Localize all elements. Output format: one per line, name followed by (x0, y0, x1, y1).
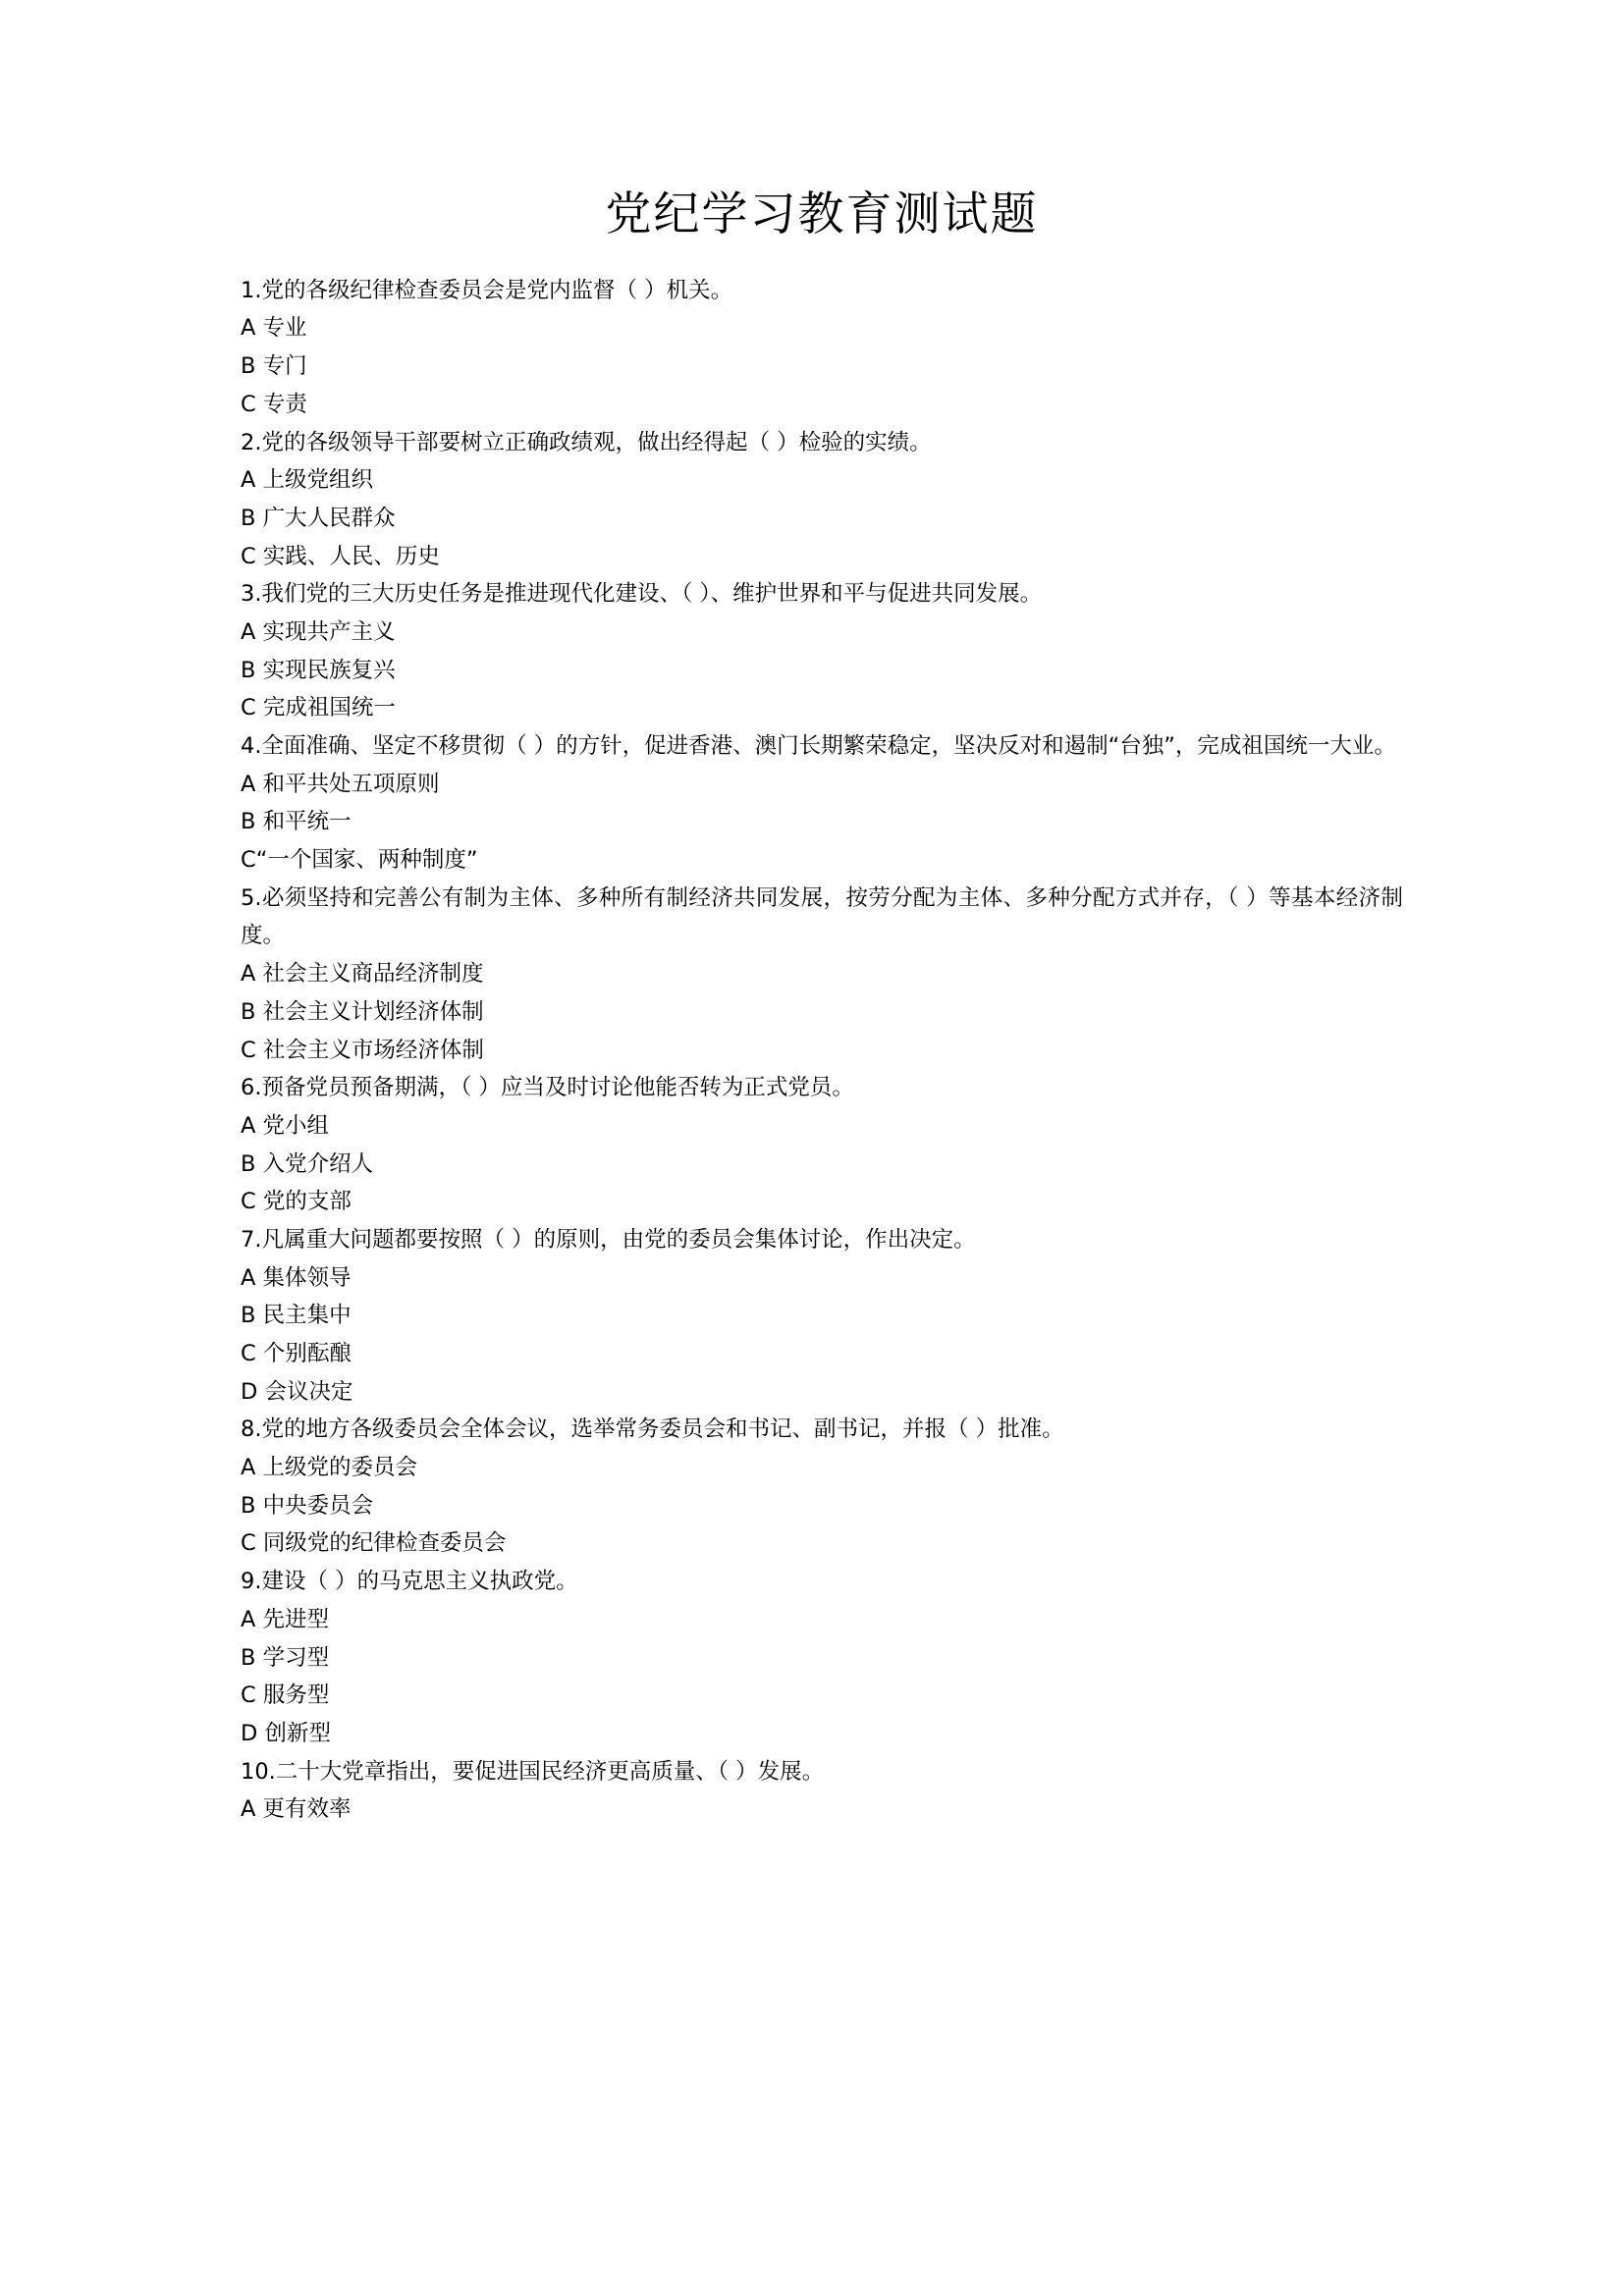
question-list (241, 272, 1403, 1829)
question-item (241, 424, 1403, 576)
question-stem: 2.党的各级领导干部要树立正确政绩观，做出经得起（ ）检验的实绩。 (241, 429, 932, 455)
question-option[interactable]: A 更有效率 (241, 1796, 352, 1823)
question-option[interactable]: A 社会主义商品经济制度 (241, 961, 484, 988)
question-option[interactable]: A 党小组 (241, 1112, 330, 1139)
question-stem: 8.党的地方各级委员会全体会议，选举常务委员会和书记、副书记，并报（ ）批准。 (241, 1416, 1064, 1443)
page-title: 党纪学习教育测试题 (605, 189, 1039, 240)
question-option[interactable]: A 上级党的委员会 (241, 1455, 418, 1481)
question-option[interactable]: A 专业 (241, 315, 307, 342)
question-option[interactable]: C 服务型 (241, 1682, 330, 1709)
question-option[interactable]: B 社会主义计划经济体制 (241, 998, 484, 1025)
question-option[interactable]: C 实践、人民、历史 (241, 543, 440, 569)
question-option[interactable]: C 完成祖国统一 (241, 695, 396, 721)
question-stem: 9.建设（ ）的马克思主义执政党。 (241, 1569, 578, 1595)
question-item (241, 575, 1403, 727)
question-option[interactable]: C 专责 (241, 391, 307, 417)
question-item (241, 1069, 1403, 1221)
question-option[interactable]: B 实现民族复兴 (241, 657, 396, 683)
question-option[interactable]: B 专门 (241, 353, 307, 380)
question-item (241, 1563, 1403, 1752)
question-stem: 4.全面准确、坚定不移贯彻（ ）的方针，促进香港、澳门长期繁荣稳定，坚决反对和遏制“台独”，完成祖国统一大业。 (241, 733, 1396, 759)
question-option[interactable]: A 和平共处五项原则 (241, 771, 440, 797)
question-item (241, 1753, 1403, 1829)
question-option[interactable]: A 实现共产主义 (241, 618, 396, 645)
question-stem: 5.必须坚持和完善公有制为主体、多种所有制经济共同发展，按劳分配为主体、多种分配方式并存，（ ）等基本经济制度。 (241, 884, 1403, 949)
question-option[interactable]: C 同级党的纪律检查委员会 (241, 1530, 507, 1557)
question-stem: 6.预备党员预备期满，（ ）应当及时讨论他能否转为正式党员。 (241, 1075, 854, 1101)
question-option[interactable]: D 创新型 (241, 1720, 331, 1746)
question-option[interactable]: A 上级党组织 (241, 467, 374, 494)
question-option[interactable]: C“一个国家、两种制度” (241, 847, 478, 874)
question-item (241, 727, 1403, 880)
question-option[interactable]: A 集体领导 (241, 1264, 352, 1291)
question-stem: 1.党的各级纪律检查委员会是党内监督（ ）机关。 (241, 277, 733, 303)
question-option[interactable]: B 入党介绍人 (241, 1150, 374, 1177)
question-option[interactable]: C 社会主义市场经济体制 (241, 1037, 484, 1063)
question-option[interactable]: B 学习型 (241, 1644, 330, 1671)
question-option[interactable]: B 民主集中 (241, 1303, 352, 1329)
question-item (241, 1411, 1403, 1563)
question-item (241, 880, 1403, 1069)
question-stem: 3.我们党的三大历史任务是推进现代化建设、（ ）、维护世界和平与促进共同发展。 (241, 581, 1043, 608)
question-option[interactable]: B 和平统一 (241, 809, 352, 835)
question-stem: 7.凡属重大问题都要按照（ ）的原则，由党的委员会集体讨论，作出决定。 (241, 1226, 976, 1253)
question-item (241, 1221, 1403, 1411)
question-option[interactable]: C 个别酝酿 (241, 1341, 352, 1366)
question-option[interactable]: A 先进型 (241, 1606, 330, 1632)
question-option[interactable]: B 广大人民群众 (241, 505, 396, 531)
question-option[interactable]: C 党的支部 (241, 1189, 352, 1215)
question-item (241, 272, 1403, 424)
question-option[interactable]: D 会议决定 (241, 1378, 353, 1405)
question-option[interactable]: B 中央委员会 (241, 1492, 374, 1519)
question-stem: 10.二十大党章指出，要促进国民经济更高质量、（ ）发展。 (241, 1758, 825, 1785)
